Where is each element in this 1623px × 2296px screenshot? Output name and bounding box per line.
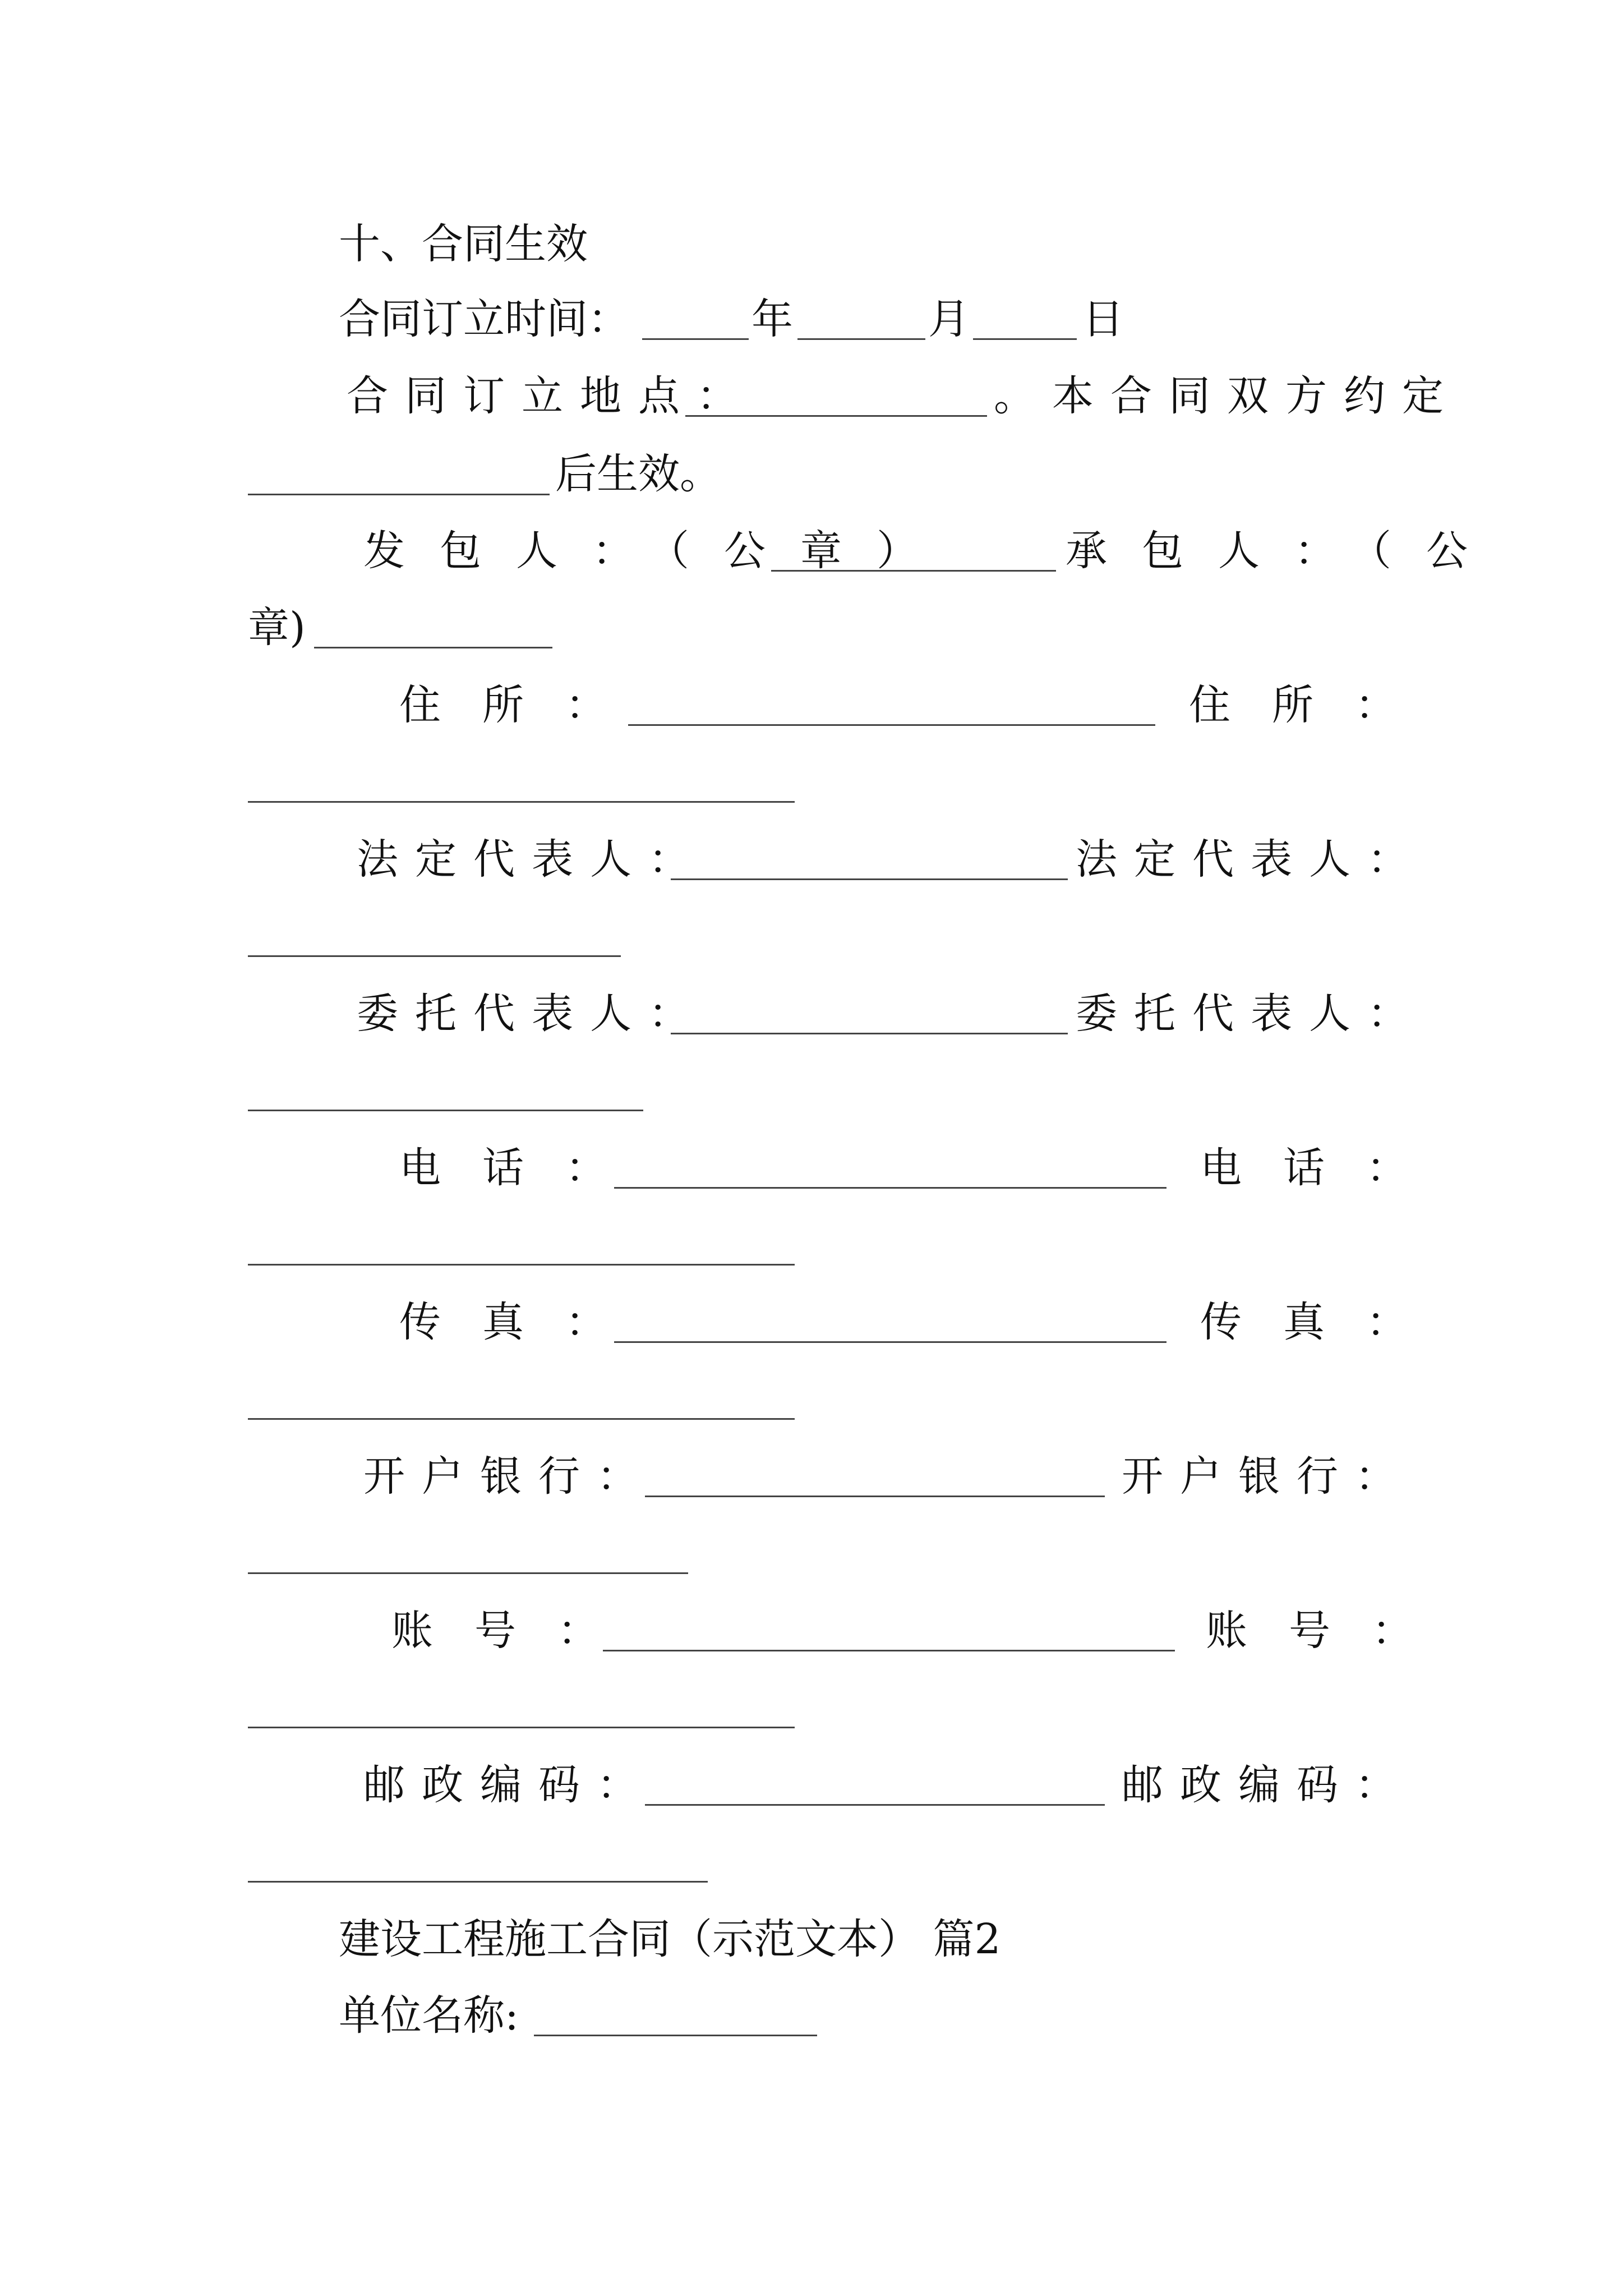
month-blank[interactable] bbox=[797, 338, 925, 340]
year-blank[interactable] bbox=[642, 338, 749, 340]
employer-seal-blank[interactable] bbox=[771, 570, 1056, 572]
entrusted-rep-blank-right[interactable] bbox=[248, 1110, 643, 1111]
signing-place-blank[interactable] bbox=[685, 415, 987, 417]
legal-rep-label-left: 法定代表人： bbox=[357, 835, 707, 884]
section-title: 十、合同生效 bbox=[339, 220, 588, 268]
phone-label-left: 电话： bbox=[399, 1144, 648, 1192]
entrusted-rep-label-left: 委托代表人： bbox=[357, 990, 707, 1038]
signing-place-suffix: 。本合同双方约定 bbox=[994, 372, 1460, 420]
fax-blank-right[interactable] bbox=[248, 1418, 795, 1420]
contractor-seal-label-cont: 章) bbox=[248, 604, 306, 652]
account-label-right: 账号： bbox=[1206, 1607, 1455, 1655]
legal-rep-blank-left[interactable] bbox=[671, 878, 1068, 880]
bank-label-left: 开户银行： bbox=[363, 1452, 655, 1501]
legal-rep-blank-right[interactable] bbox=[248, 955, 621, 957]
account-blank-left[interactable] bbox=[603, 1650, 1175, 1651]
account-label-left: 账号： bbox=[391, 1607, 640, 1655]
fax-label-right: 传真： bbox=[1200, 1298, 1449, 1346]
signing-time-label: 合同订立时间： bbox=[339, 295, 629, 343]
contractor-seal-label: 承包人：（公 bbox=[1066, 527, 1502, 575]
entrusted-rep-label-right: 委托代表人： bbox=[1076, 990, 1426, 1038]
account-blank-right[interactable] bbox=[248, 1727, 795, 1728]
postal-code-label-left: 邮政编码： bbox=[363, 1761, 655, 1809]
phone-blank-right[interactable] bbox=[248, 1264, 795, 1266]
postal-code-label-right: 邮政编码： bbox=[1122, 1761, 1413, 1809]
entrusted-rep-blank-left[interactable] bbox=[671, 1033, 1068, 1034]
unit-name-blank[interactable] bbox=[534, 2035, 817, 2036]
year-label: 年 bbox=[751, 295, 793, 343]
residence-blank-right[interactable] bbox=[248, 801, 795, 803]
phone-label-right: 电话： bbox=[1200, 1144, 1449, 1192]
phone-blank-left[interactable] bbox=[614, 1187, 1166, 1189]
month-label: 月 bbox=[928, 295, 970, 343]
fax-label-left: 传真： bbox=[399, 1298, 648, 1346]
effective-condition-blank[interactable] bbox=[248, 494, 550, 495]
bank-blank-right[interactable] bbox=[248, 1572, 688, 1574]
residence-blank-left[interactable] bbox=[628, 724, 1155, 726]
bank-label-right: 开户银行： bbox=[1122, 1452, 1413, 1501]
next-contract-title: 建设工程施工合同（示范文本） 篇2 bbox=[339, 1915, 1001, 1963]
fax-blank-left[interactable] bbox=[614, 1341, 1166, 1343]
day-label: 日 bbox=[1082, 295, 1124, 343]
effective-tail: 后生效。 bbox=[555, 450, 721, 498]
unit-name-label: 单位名称: bbox=[339, 1991, 519, 2040]
postal-code-blank-left[interactable] bbox=[645, 1804, 1105, 1806]
signing-place-label: 合同订立地点： bbox=[347, 372, 755, 420]
contractor-seal-blank[interactable] bbox=[314, 647, 552, 648]
legal-rep-label-right: 法定代表人： bbox=[1076, 835, 1426, 884]
postal-code-blank-right[interactable] bbox=[248, 1881, 708, 1883]
residence-label-right: 住所： bbox=[1189, 681, 1438, 729]
day-blank[interactable] bbox=[973, 338, 1077, 340]
residence-label-left: 住所： bbox=[399, 681, 648, 729]
employer-seal-label: 发包人：（公章） bbox=[363, 527, 953, 575]
bank-blank-left[interactable] bbox=[645, 1496, 1105, 1497]
